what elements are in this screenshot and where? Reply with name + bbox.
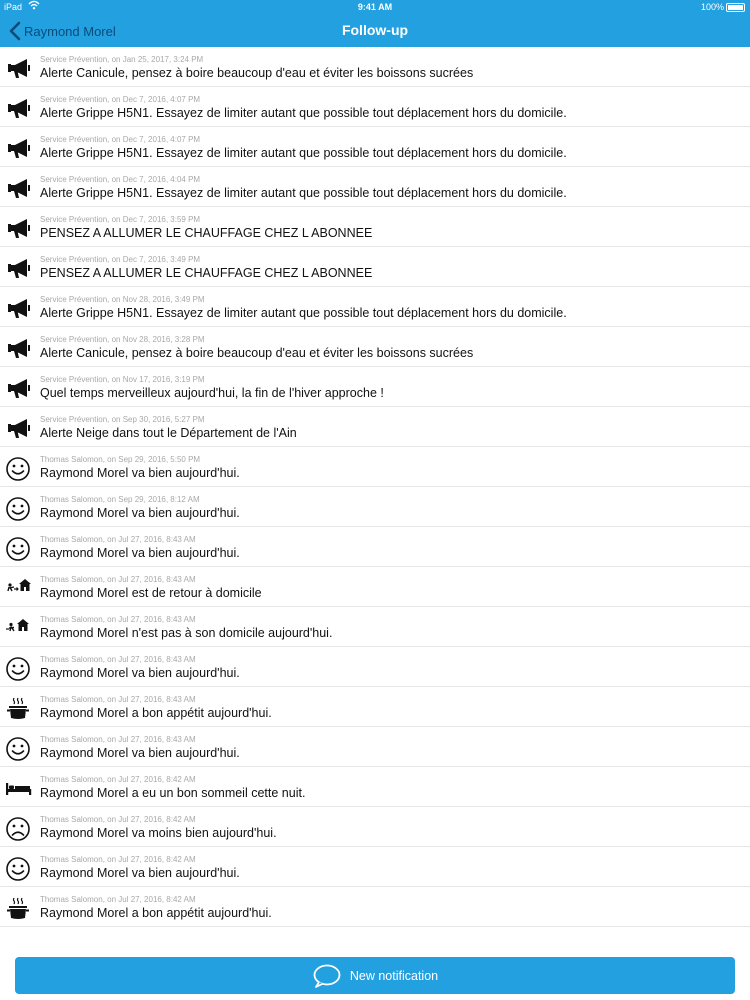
list-item-meta: Service Prévention, on Dec 7, 2016, 3:59 PM xyxy=(40,215,201,224)
list-item-meta: Thomas Salomon, on Jul 27, 2016, 8:43 AM xyxy=(40,615,196,624)
list-item[interactable] xyxy=(0,527,750,567)
bed-icon xyxy=(5,776,33,802)
back-button-label: Raymond Morel xyxy=(24,23,116,39)
megaphone-icon xyxy=(5,256,33,282)
home-away-icon xyxy=(5,616,33,642)
list-item-message: Alerte Canicule, pensez à boire beaucoup d'eau et éviter les boissons sucrées xyxy=(40,346,474,360)
list-item-meta: Thomas Salomon, on Jul 27, 2016, 8:43 AM xyxy=(40,575,196,584)
list-item[interactable] xyxy=(0,847,750,887)
list-item-meta: Thomas Salomon, on Jul 27, 2016, 8:43 AM xyxy=(40,735,196,744)
list-item[interactable] xyxy=(0,687,750,727)
smiley-happy-icon xyxy=(5,656,33,682)
top-bar xyxy=(0,0,750,47)
list-item-meta: Service Prévention, on Sep 30, 2016, 5:27 PM xyxy=(40,415,205,424)
list-item-meta: Service Prévention, on Jan 25, 2017, 3:24 PM xyxy=(40,55,204,64)
list-item-meta: Thomas Salomon, on Jul 27, 2016, 8:42 AM xyxy=(40,815,196,824)
navigation-bar xyxy=(0,14,750,47)
smiley-happy-icon xyxy=(5,736,33,762)
smiley-happy-icon xyxy=(5,856,33,882)
megaphone-icon xyxy=(5,336,33,362)
megaphone-icon xyxy=(5,216,33,242)
list-item-meta: Thomas Salomon, on Jul 27, 2016, 8:43 AM xyxy=(40,655,196,664)
list-item[interactable] xyxy=(0,327,750,367)
list-item-message: PENSEZ A ALLUMER LE CHAUFFAGE CHEZ L ABONNEE xyxy=(40,226,373,240)
megaphone-icon xyxy=(5,376,33,402)
list-item-message: Raymond Morel va moins bien aujourd'hui. xyxy=(40,826,277,840)
list-item-meta: Service Prévention, on Dec 7, 2016, 3:49 PM xyxy=(40,255,201,264)
smiley-happy-icon xyxy=(5,456,33,482)
list-item-message: Raymond Morel va bien aujourd'hui. xyxy=(40,546,240,560)
list-item[interactable] xyxy=(0,247,750,287)
new-notification-button[interactable] xyxy=(15,957,735,994)
list-item-meta: Service Prévention, on Dec 7, 2016, 4:07 PM xyxy=(40,95,201,104)
megaphone-icon xyxy=(5,296,33,322)
list-item-meta: Thomas Salomon, on Jul 27, 2016, 8:42 AM xyxy=(40,775,196,784)
list-item[interactable] xyxy=(0,487,750,527)
home-return-icon xyxy=(5,576,33,602)
list-item-message: Alerte Grippe H5N1. Essayez de limiter autant que possible tout déplacement hors du domicile. xyxy=(40,146,567,160)
list-item-message: Raymond Morel a eu un bon sommeil cette nuit. xyxy=(40,786,306,800)
list-item[interactable] xyxy=(0,47,750,87)
list-item[interactable] xyxy=(0,767,750,807)
list-item-message: Quel temps merveilleux aujourd'hui, la fin de l'hiver approche ! xyxy=(40,386,384,400)
list-item-meta: Thomas Salomon, on Sep 29, 2016, 5:50 PM xyxy=(40,455,201,464)
list-item[interactable] xyxy=(0,287,750,327)
status-bar xyxy=(0,0,750,14)
smiley-happy-icon xyxy=(5,496,33,522)
smiley-happy-icon xyxy=(5,536,33,562)
list-item-message: Raymond Morel a bon appétit aujourd'hui. xyxy=(40,906,272,920)
cooking-pot-icon xyxy=(5,896,33,922)
battery-icon xyxy=(726,3,745,12)
list-item[interactable] xyxy=(0,127,750,167)
megaphone-icon xyxy=(5,96,33,122)
list-item-message: Raymond Morel va bien aujourd'hui. xyxy=(40,466,240,480)
list-item-message: Raymond Morel a bon appétit aujourd'hui. xyxy=(40,706,272,720)
list-item-message: Alerte Neige dans tout le Département de l'Ain xyxy=(40,426,297,440)
list-item-meta: Service Prévention, on Nov 28, 2016, 3:28 PM xyxy=(40,335,205,344)
list-item-message: Raymond Morel n'est pas à son domicile aujourd'hui. xyxy=(40,626,333,640)
list-item[interactable] xyxy=(0,647,750,687)
list-item-message: Alerte Grippe H5N1. Essayez de limiter autant que possible tout déplacement hors du domicile. xyxy=(40,306,567,320)
list-item[interactable] xyxy=(0,607,750,647)
list-item[interactable] xyxy=(0,727,750,767)
megaphone-icon xyxy=(5,136,33,162)
list-item-message: Raymond Morel va bien aujourd'hui. xyxy=(40,746,240,760)
megaphone-icon xyxy=(5,176,33,202)
list-item-message: Raymond Morel est de retour à domicile xyxy=(40,586,262,600)
megaphone-icon xyxy=(5,416,33,442)
list-item-meta: Service Prévention, on Nov 17, 2016, 3:19 PM xyxy=(40,375,205,384)
list-item-meta: Service Prévention, on Dec 7, 2016, 4:04 PM xyxy=(40,175,201,184)
list-item[interactable] xyxy=(0,207,750,247)
follow-up-list[interactable] xyxy=(0,47,750,1000)
list-item-meta: Thomas Salomon, on Jul 27, 2016, 8:42 AM xyxy=(40,895,196,904)
list-item-message: Raymond Morel va bien aujourd'hui. xyxy=(40,866,240,880)
megaphone-icon xyxy=(5,56,33,82)
list-item-message: Alerte Grippe H5N1. Essayez de limiter autant que possible tout déplacement hors du domicile. xyxy=(40,106,567,120)
smiley-sad-icon xyxy=(5,816,33,842)
list-item-meta: Service Prévention, on Dec 7, 2016, 4:07 PM xyxy=(40,135,201,144)
list-item-meta: Thomas Salomon, on Jul 27, 2016, 8:43 AM xyxy=(40,695,196,704)
list-item[interactable] xyxy=(0,367,750,407)
list-item[interactable] xyxy=(0,167,750,207)
chat-bubble-icon xyxy=(312,963,342,989)
list-item[interactable] xyxy=(0,807,750,847)
list-item[interactable] xyxy=(0,87,750,127)
list-item[interactable] xyxy=(0,447,750,487)
list-item-message: PENSEZ A ALLUMER LE CHAUFFAGE CHEZ L ABONNEE xyxy=(40,266,373,280)
new-notification-label: New notification xyxy=(349,968,439,983)
battery-percentage: 100% xyxy=(700,2,724,12)
list-item-meta: Thomas Salomon, on Jul 27, 2016, 8:42 AM xyxy=(40,855,196,864)
list-item[interactable] xyxy=(0,887,750,927)
page-title: Follow-up xyxy=(341,22,409,38)
carrier-label: iPad xyxy=(4,2,23,12)
status-time: 9:41 AM xyxy=(357,2,393,12)
list-item-message: Raymond Morel va bien aujourd'hui. xyxy=(40,506,240,520)
cooking-pot-icon xyxy=(5,696,33,722)
list-item-meta: Thomas Salomon, on Sep 29, 2016, 8:12 AM xyxy=(40,495,200,504)
list-item[interactable] xyxy=(0,407,750,447)
list-item[interactable] xyxy=(0,567,750,607)
list-item-message: Alerte Grippe H5N1. Essayez de limiter autant que possible tout déplacement hors du domicile. xyxy=(40,186,567,200)
list-item-message: Raymond Morel va bien aujourd'hui. xyxy=(40,666,240,680)
list-item-meta: Service Prévention, on Nov 28, 2016, 3:49 PM xyxy=(40,295,205,304)
list-item-meta: Thomas Salomon, on Jul 27, 2016, 8:43 AM xyxy=(40,535,196,544)
list-item-message: Alerte Canicule, pensez à boire beaucoup d'eau et éviter les boissons sucrées xyxy=(40,66,474,80)
